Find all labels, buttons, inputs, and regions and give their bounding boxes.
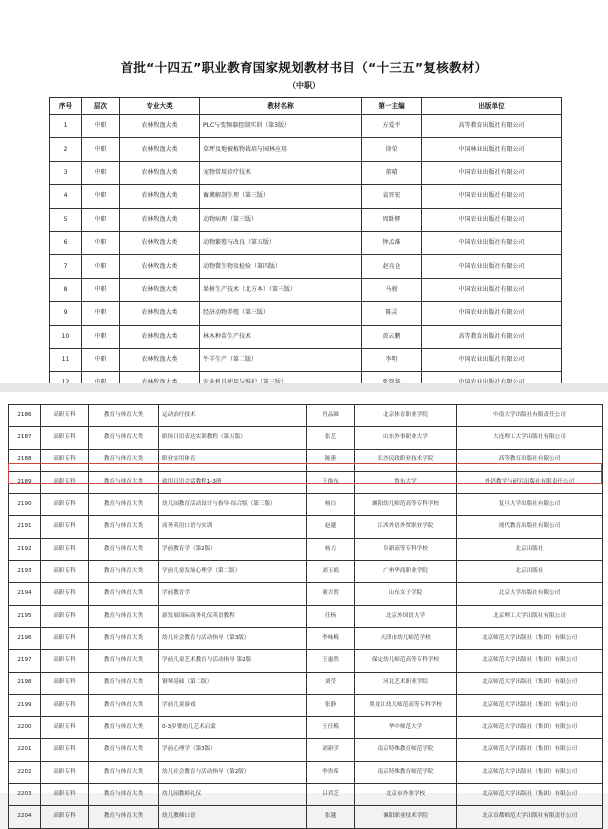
cell-level: 中职 (82, 278, 120, 301)
cell-publisher: 中国林业出版社有限公司 (422, 138, 562, 161)
cell-publisher: 中南大学出版社有限责任公司 (457, 405, 603, 427)
cell-level: 高职专科 (41, 627, 89, 649)
cell-level: 高职专科 (41, 494, 89, 516)
cell-level: 高职专科 (41, 784, 89, 806)
cell-institution: 鲁东大学 (355, 471, 457, 493)
column-header-level: 层次 (82, 98, 120, 115)
cell-title: PLC与变频器控制实训（第3版） (200, 115, 362, 138)
table-row (9, 650, 603, 672)
table-row (9, 694, 603, 716)
cell-level: 高职专科 (41, 471, 89, 493)
cell-editor: 黄云鹏 (362, 325, 422, 348)
cell-publisher: 北京大学出版社有限公司 (457, 583, 603, 605)
table-row (9, 561, 603, 583)
cell-editor: 李明 (362, 348, 422, 371)
cell-publisher: 高等教育出版社有限公司 (457, 449, 603, 471)
cell-index: 2192 (9, 538, 41, 560)
cell-publisher: 高等教育出版社有限公司 (422, 325, 562, 348)
table-row (50, 302, 562, 325)
cell-index: 2198 (9, 672, 41, 694)
table-row (50, 161, 562, 184)
cell-publisher: 大连理工大学出版社有限公司 (457, 427, 603, 449)
cell-publisher: 高等教育出版社有限公司 (422, 115, 562, 138)
cell-level: 高职专科 (41, 516, 89, 538)
cell-publisher: 北京师范大学出版社（集团）有限公司 (457, 650, 603, 672)
cell-index: 2 (50, 138, 82, 161)
cell-index: 2189 (9, 471, 41, 493)
cell-publisher: 中国农业出版社有限公司 (422, 208, 562, 231)
cell-editor: 周卧辉 (362, 208, 422, 231)
cell-major: 农林牧渔大类 (120, 208, 200, 231)
cell-institution: 河北艺术职业学院 (355, 672, 457, 694)
cell-major: 教育与体育大类 (89, 494, 159, 516)
cell-major: 农林牧渔大类 (120, 115, 200, 138)
cell-index: 2204 (9, 806, 41, 828)
cell-level: 高职专科 (41, 405, 89, 427)
cell-editor: 马骏 (362, 278, 422, 301)
cell-title: 经济动物养殖（第三版） (200, 302, 362, 325)
cell-major: 教育与体育大类 (89, 449, 159, 471)
table-row (9, 583, 603, 605)
cell-title: 幼儿社会教育与活动指导（第2版） (159, 761, 307, 783)
column-header-index: 序号 (50, 98, 82, 115)
cell-institution: 黑龙江幼儿师范高等专科学校 (355, 694, 457, 716)
table-row (50, 325, 562, 348)
cell-level: 中职 (82, 185, 120, 208)
column-header-editor: 第一主编 (362, 98, 422, 115)
cell-level: 中职 (82, 138, 120, 161)
table-row (9, 806, 603, 828)
cell-major: 教育与体育大类 (89, 739, 159, 761)
cell-institution: 天津市幼儿师范学校 (355, 627, 457, 649)
table-row (50, 185, 562, 208)
cell-publisher: 外语教学与研究出版社有限责任公司 (457, 471, 603, 493)
cell-level: 高职专科 (41, 449, 89, 471)
cell-editor: 任杨 (307, 605, 355, 627)
table-row (9, 672, 603, 694)
table-row (50, 138, 562, 161)
cell-index: 6 (50, 231, 82, 254)
cell-editor: 刘玉娟 (307, 561, 355, 583)
cell-major: 教育与体育大类 (89, 538, 159, 560)
cell-publisher: 北京师范大学出版社（集团）有限公司 (457, 761, 603, 783)
cell-major: 农林牧渔大类 (120, 278, 200, 301)
cell-title: 学前儿童艺术教育与活动指导 第2版 (159, 650, 307, 672)
cell-major: 教育与体育大类 (89, 605, 159, 627)
cell-institution: 北京体育职业学院 (355, 405, 457, 427)
cell-editor: 肖品圆 (307, 405, 355, 427)
cell-index: 9 (50, 302, 82, 325)
cell-index: 11 (50, 348, 82, 371)
cell-index: 2199 (9, 694, 41, 716)
cell-index: 4 (50, 185, 82, 208)
cell-level: 中职 (82, 255, 120, 278)
cell-editor: 王惠然 (307, 650, 355, 672)
cell-level: 高职专科 (41, 650, 89, 672)
cell-editor: 王焕东 (307, 471, 355, 493)
cell-publisher: 中国农业出版社有限公司 (422, 348, 562, 371)
cell-institution: 山东外事职业大学 (355, 427, 457, 449)
cell-institution: 广州华商职业学院 (355, 561, 457, 583)
cell-institution: 山东女子学院 (355, 583, 457, 605)
cell-level: 中职 (82, 231, 120, 254)
cell-title: 职场日语表达实训教程（第五版） (159, 427, 307, 449)
cell-major: 教育与体育大类 (89, 427, 159, 449)
cell-title: 0-3岁婴幼儿艺术启蒙 (159, 717, 307, 739)
table-row (9, 405, 603, 427)
cell-index: 1 (50, 115, 82, 138)
table-row (9, 627, 603, 649)
cell-publisher: 北京理工大学出版社有限公司 (457, 605, 603, 627)
cell-title: 林木种苗生产技术 (200, 325, 362, 348)
cell-editor: 方爱平 (362, 115, 422, 138)
cell-publisher: 北京师范大学出版社（集团）有限公司 (457, 627, 603, 649)
table-row (9, 717, 603, 739)
cell-publisher: 北京出版社 (457, 561, 603, 583)
cell-level: 高职专科 (41, 806, 89, 828)
cell-major: 教育与体育大类 (89, 405, 159, 427)
cell-index: 2193 (9, 561, 41, 583)
cell-publisher: 中国农业出版社有限公司 (422, 231, 562, 254)
table-row (9, 605, 603, 627)
cell-institution: 南京特殊教育师范学院 (355, 739, 457, 761)
table-row (50, 278, 562, 301)
cell-institution: 襄阳幼儿师范高等专科学校 (355, 494, 457, 516)
cell-level: 中职 (82, 161, 120, 184)
cell-publisher: 现代教育出版社有限公司 (457, 516, 603, 538)
cell-major: 农林牧渔大类 (120, 185, 200, 208)
cell-major: 教育与体育大类 (89, 583, 159, 605)
cell-editor: 张越 (307, 806, 355, 828)
cell-major: 教育与体育大类 (89, 561, 159, 583)
cell-level: 高职专科 (41, 427, 89, 449)
table-row (9, 739, 603, 761)
cell-institution: 华中师范大学 (355, 717, 457, 739)
cell-major: 农林牧渔大类 (120, 231, 200, 254)
cell-editor: 刘莹 (307, 672, 355, 694)
table-row (50, 348, 562, 371)
cell-title: 宠物常用诊疗技术 (200, 161, 362, 184)
cell-title: 动物繁殖与改良（第五版） (200, 231, 362, 254)
table-header-row (50, 98, 562, 115)
cell-major: 教育与体育大类 (89, 717, 159, 739)
cell-major: 农林牧渔大类 (120, 161, 200, 184)
cell-level: 高职专科 (41, 694, 89, 716)
cell-index: 8 (50, 278, 82, 301)
cell-editor: 杨白 (307, 494, 355, 516)
cell-major: 农林牧渔大类 (120, 138, 200, 161)
cell-major: 教育与体育大类 (89, 672, 159, 694)
cell-title: 运动治疗技术 (159, 405, 307, 427)
cell-publisher: 中国农业出版社有限公司 (422, 185, 562, 208)
cell-title: 幼儿园教育活动设计与指导·综合版（第三版） (159, 494, 307, 516)
page-divider (0, 383, 608, 392)
cell-publisher: 北京师范大学出版社（集团）有限公司 (457, 672, 603, 694)
cell-index: 3 (50, 161, 82, 184)
column-header-title: 教材名称 (200, 98, 362, 115)
cell-major: 教育与体育大类 (89, 471, 159, 493)
cell-institution: 襄阳职业技术学院 (355, 806, 457, 828)
table-row (50, 208, 562, 231)
cell-index: 5 (50, 208, 82, 231)
cell-major: 教育与体育大类 (89, 627, 159, 649)
cell-level: 中职 (82, 325, 120, 348)
table-row (9, 471, 603, 493)
cell-title: 学前心理学（第3版） (159, 739, 307, 761)
cell-index: 2195 (9, 605, 41, 627)
cell-editor: 袁晋宏 (362, 185, 422, 208)
cell-level: 高职专科 (41, 717, 89, 739)
cell-level: 高职专科 (41, 605, 89, 627)
table-row (50, 255, 562, 278)
cell-title: 草坪及地被植物栽培与园林应用 (200, 138, 362, 161)
cell-major: 农林牧渔大类 (120, 348, 200, 371)
cell-editor: 王任梅 (307, 717, 355, 739)
cell-major: 教育与体育大类 (89, 784, 159, 806)
cell-title: 商务英语口语与实训 (159, 516, 307, 538)
cell-major: 农林牧渔大类 (120, 302, 200, 325)
cell-title: 幼儿教师口语 (159, 806, 307, 828)
cell-publisher: 中国农业出版社有限公司 (422, 278, 562, 301)
cell-title: 致用日语会话教程1-3册 (159, 471, 307, 493)
cell-editor: 董吉贺 (307, 583, 355, 605)
cell-title: 动物微生物及检验（第四版） (200, 255, 362, 278)
column-header-major: 专业大类 (120, 98, 200, 115)
table-row (9, 494, 603, 516)
cell-title: 职业实用体育 (159, 449, 307, 471)
textbook-table-secondary (49, 97, 562, 396)
cell-level: 高职专科 (41, 561, 89, 583)
cell-index: 2203 (9, 784, 41, 806)
cell-editor: 赵良仓 (362, 255, 422, 278)
cell-publisher: 北京师范大学出版社（集团）有限公司 (457, 717, 603, 739)
cell-title: 学前教育学（第2版） (159, 538, 307, 560)
cell-publisher: 中国农业出版社有限公司 (422, 302, 562, 325)
cell-editor: 杨力 (307, 538, 355, 560)
table-row (9, 516, 603, 538)
textbook-table-higher-vocational (8, 404, 603, 829)
cell-index: 10 (50, 325, 82, 348)
cell-index: 2196 (9, 627, 41, 649)
cell-editor: 吕君芝 (307, 784, 355, 806)
cell-level: 中职 (82, 302, 120, 325)
cell-level: 中职 (82, 208, 120, 231)
cell-title: 牛羊生产（第二版） (200, 348, 362, 371)
cell-editor: 李咏梅 (307, 627, 355, 649)
cell-index: 2188 (9, 449, 41, 471)
cell-title: 畜禽解剖生理（第三版） (200, 185, 362, 208)
cell-publisher: 中国农业出版社有限公司 (422, 161, 562, 184)
cell-major: 农林牧渔大类 (120, 255, 200, 278)
cell-index: 2186 (9, 405, 41, 427)
cell-publisher: 北京首都师范大学出版社有限责任公司 (457, 806, 603, 828)
cell-institution: 北京外国语大学 (355, 605, 457, 627)
cell-major: 教育与体育大类 (89, 806, 159, 828)
cell-institution: 南京特殊教育师范学院 (355, 761, 457, 783)
cell-index: 2191 (9, 516, 41, 538)
table-row (9, 784, 603, 806)
cell-editor: 徐荣 (362, 138, 422, 161)
cell-major: 农林牧渔大类 (120, 325, 200, 348)
cell-institution: 北京市外事学校 (355, 784, 457, 806)
cell-title: 学前教育学 (159, 583, 307, 605)
cell-institution: 长沙民政职业技术学院 (355, 449, 457, 471)
table-row (9, 761, 603, 783)
cell-institution: 保定幼儿师范高等专科学校 (355, 650, 457, 672)
cell-editor: 张艺 (307, 427, 355, 449)
cell-institution: 江西外语外贸职业学院 (355, 516, 457, 538)
cell-major: 教育与体育大类 (89, 650, 159, 672)
cell-level: 中职 (82, 115, 120, 138)
table-row (9, 538, 603, 560)
cell-major: 教育与体育大类 (89, 694, 159, 716)
cell-editor: 钟孟淮 (362, 231, 422, 254)
cell-level: 高职专科 (41, 583, 89, 605)
cell-level: 高职专科 (41, 538, 89, 560)
cell-index: 2187 (9, 427, 41, 449)
cell-level: 高职专科 (41, 761, 89, 783)
cell-title: 幼儿园教师礼仪 (159, 784, 307, 806)
table-row (9, 427, 603, 449)
cell-title: 钢琴基础（第二版） (159, 672, 307, 694)
cell-index: 2200 (9, 717, 41, 739)
cell-editor: 陈蕙 (307, 449, 355, 471)
cell-editor: 刘新学 (307, 739, 355, 761)
cell-institution: 阜新高等专科学校 (355, 538, 457, 560)
cell-editor: 董晴 (362, 161, 422, 184)
cell-title: 幼儿社会教育与活动指导（第3版） (159, 627, 307, 649)
cell-level: 高职专科 (41, 672, 89, 694)
table-row (50, 115, 562, 138)
cell-publisher: 复旦大学出版社有限公司 (457, 494, 603, 516)
cell-level: 高职专科 (41, 739, 89, 761)
column-header-publisher: 出版单位 (422, 98, 562, 115)
cell-index: 7 (50, 255, 82, 278)
cell-title: 动物病理（第三版） (200, 208, 362, 231)
cell-publisher: 北京师范大学出版社（集团）有限公司 (457, 694, 603, 716)
table-row (50, 231, 562, 254)
cell-editor: 陈灵 (362, 302, 422, 325)
table-row (9, 449, 603, 471)
cell-index: 2194 (9, 583, 41, 605)
cell-publisher: 北京师范大学出版社（集团）有限公司 (457, 784, 603, 806)
cell-editor: 张静 (307, 694, 355, 716)
cell-index: 2190 (9, 494, 41, 516)
cell-publisher: 北京师范大学出版社（集团）有限公司 (457, 739, 603, 761)
cell-index: 2197 (9, 650, 41, 672)
cell-title: 果树生产技术（北方本）（第三版） (200, 278, 362, 301)
cell-publisher: 北京出版社 (457, 538, 603, 560)
cell-editor: 赵越 (307, 516, 355, 538)
cell-level: 中职 (82, 348, 120, 371)
cell-major: 教育与体育大类 (89, 761, 159, 783)
cell-title: 新发展国际商务礼仪英语教程 (159, 605, 307, 627)
cell-publisher: 中国农业出版社有限公司 (422, 255, 562, 278)
cell-title: 学前儿童游戏 (159, 694, 307, 716)
cell-major: 教育与体育大类 (89, 516, 159, 538)
cell-index: 2201 (9, 739, 41, 761)
document-subtitle: （中职） (288, 81, 320, 90)
cell-title: 学前儿童发展心理学（第二版） (159, 561, 307, 583)
cell-editor: 李贵希 (307, 761, 355, 783)
document-title: 首批“十四五”职业教育国家规划教材书目（“十三五”复核教材） (120, 60, 488, 75)
cell-index: 2202 (9, 761, 41, 783)
